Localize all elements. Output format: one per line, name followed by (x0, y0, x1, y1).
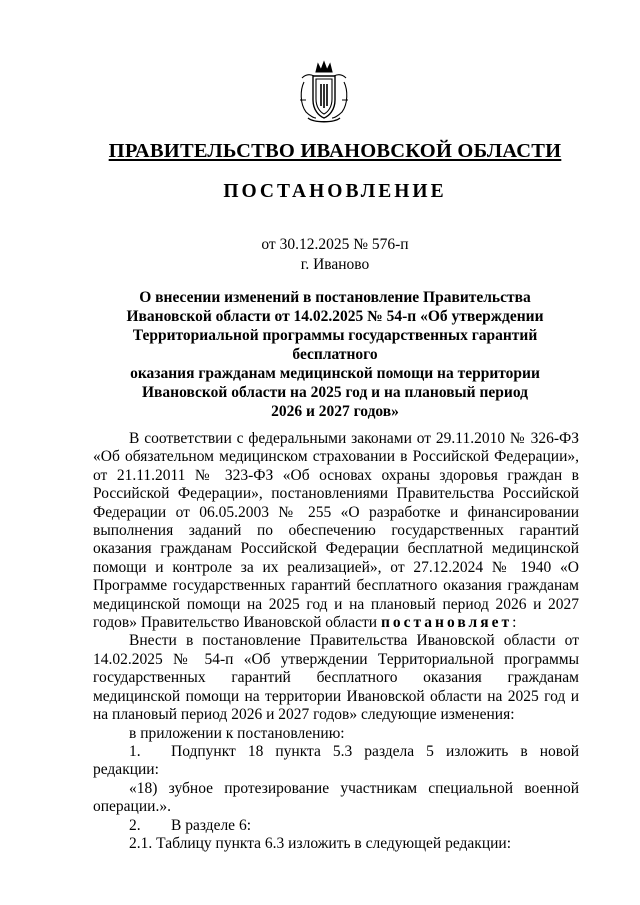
list-item-1 (93, 743, 579, 780)
document-city: г. Иваново (300, 256, 370, 273)
document-subject (95, 288, 575, 421)
subject-line: О внесении изменений в постановление Правительства (139, 289, 531, 306)
paragraph-table-63: 2.1. Таблицу пункта 6.3 изложить в следующей редакции: (129, 834, 512, 852)
colon: : (512, 614, 517, 632)
subject-line: Территориальной программы государственных гарантий бесплатного (132, 327, 538, 363)
coat-of-arms-icon (296, 60, 352, 126)
government-title: ПРАВИТЕЛЬСТВО ИВАНОВСКОЙ ОБЛАСТИ (108, 140, 562, 162)
document-type: ПОСТАНОВЛЕНИЕ (223, 181, 447, 202)
document-body (93, 430, 579, 853)
item-number: 2. (129, 816, 141, 834)
item-number: 1. (129, 742, 141, 760)
subject-line: оказания гражданам медицинской помощи на территории (130, 365, 540, 382)
item-text: Подпункт 18 пункта 5.3 раздела 5 изложить в новой редакции: (93, 742, 579, 779)
subject-line: Ивановской области от 14.02.2025 № 54-п «Об утверждении (126, 308, 544, 325)
document-date-number: от 30.12.2025 № 576-п (261, 236, 409, 253)
subject-line: 2026 и 2027 годов» (271, 403, 399, 420)
paragraph-annex: в приложении к постановлению: (129, 724, 345, 742)
resolves-word: постановляет (380, 614, 513, 632)
paragraph-amend: Внести в постановление Правительства Ивановской области от 14.02.2025 № 54-п «Об утверждении Территориальной программы государственных гарантий бесплатного оказания гражданам медицинской помощи на территории Ивановской области на 2025 год и на плановый период 2026 и 2027 годов» следующие изменения: (93, 632, 579, 724)
item-text: В разделе 6: (171, 816, 251, 834)
list-item-2 (93, 817, 579, 835)
legal-basis-text: В соответствии с федеральными законами от 29.11.2010 № 326-ФЗ «Об обязательном медицинском страховании в Российской Федерации», от 21.11.2011 № 323-ФЗ «Об основах охраны здоровья граждан в Российской Федерации», постановлениями Правительства Российской Федерации от 06.05.2003 № 255 «О разработке и финансировании выполнения заданий по обеспечению государственных гарантий оказания гражданам Российской Федерации бесплатной медицинской помощи и контроле за их реализацией», от 27.12.2024 № 1940 «О Программе государственных гарантий бесплатного оказания гражданам медицинской помощи на 2025 год и на плановый период 2026 и 2027 годов» Правительство Ивановской области (93, 430, 579, 632)
subject-line: Ивановской области на 2025 год и на плановый период (142, 384, 528, 401)
paragraph-legal-basis (93, 430, 579, 632)
paragraph-subitem-18: «18) зубное протезирование участникам специальной военной операции.». (93, 779, 579, 816)
